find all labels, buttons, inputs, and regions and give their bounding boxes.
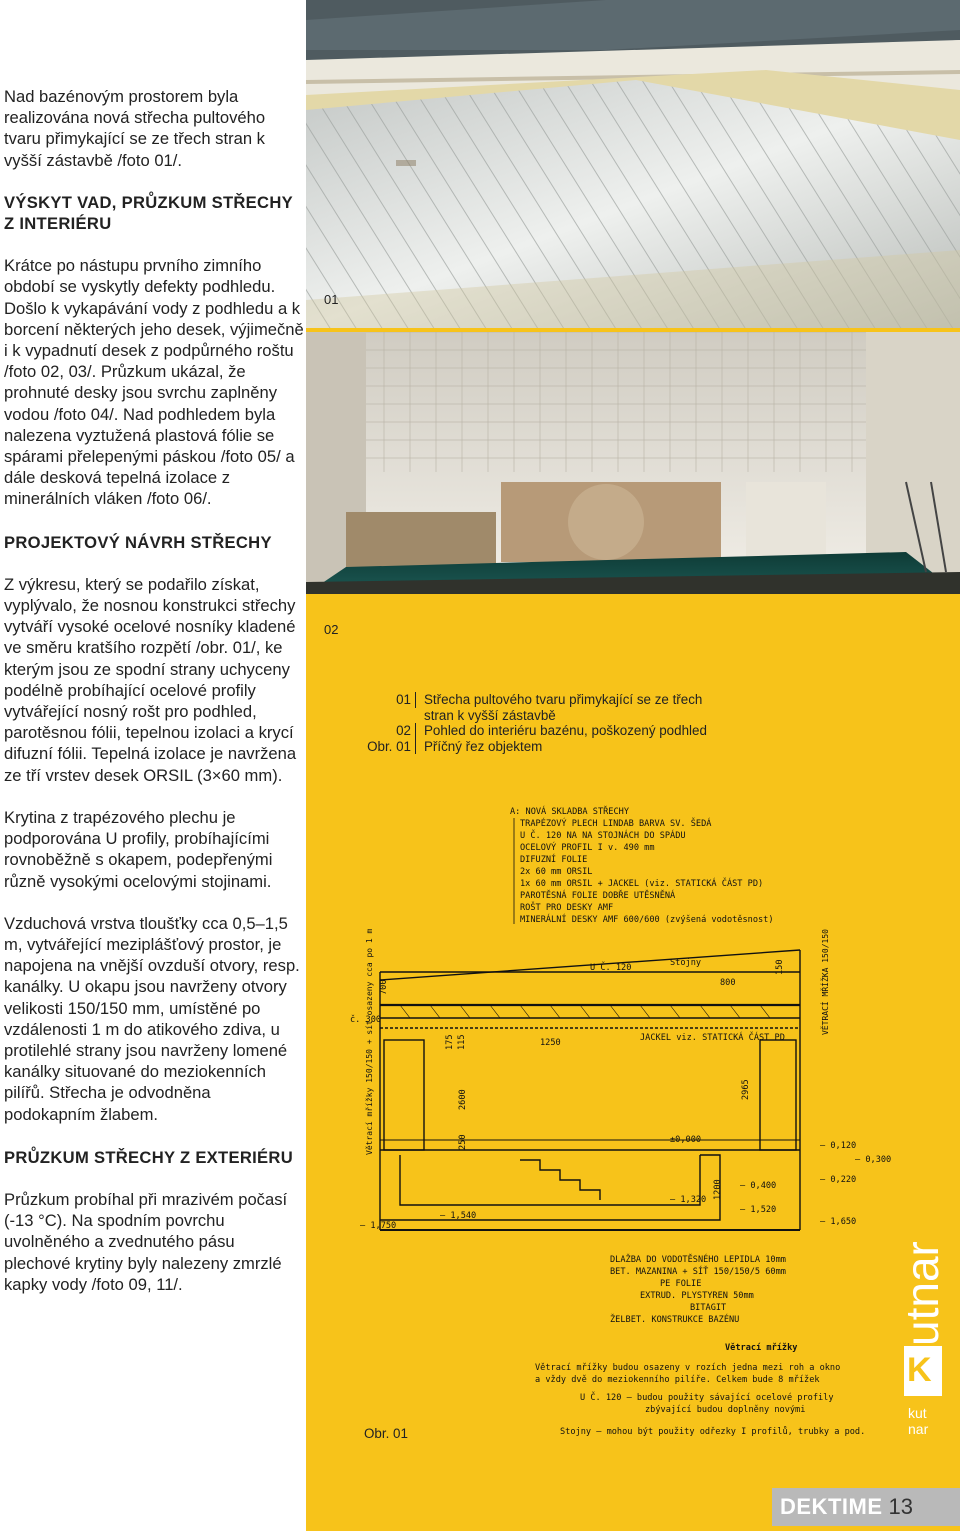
roof-hatch: [400, 1005, 770, 1018]
note-2: U Č. 120 – budou použity sávající ocelové profily: [580, 1393, 834, 1403]
note-0: Větrací mřížky budou osazeny v rozích jedna mezi roh a okno: [535, 1363, 841, 1373]
note-1: a vždy dvě do meziokenního pilíře. Celkem bude 8 mřížek: [535, 1375, 820, 1385]
photo-number-01: 01: [324, 292, 339, 307]
dimension-labels: [350, 928, 891, 1231]
layer-a-4: DIFUZNÍ FOLIE: [520, 855, 588, 865]
dim-stojny: Stojny: [670, 958, 702, 968]
roof-layer-list: [510, 805, 774, 925]
captions: [356, 692, 776, 754]
kutnar-logo: [898, 1196, 948, 1440]
dim-m0300: – 0,300: [855, 1155, 892, 1165]
section-interior-paragraph: Krátce po nástupu prvního zimního období se vyskytly defekty podhledu. Došlo k vykapávání vody z podhledu a k borcení některých jeho desek, výjimečně i k vypadnutí desek z podpůrného roštu /foto 02, 03/. Průzkum ukázal, že prohnuté desky jsou svrchu zaplněny vodou /foto 04/. Nad podhledem byla nalezena vyztužená plastová fólie se spárami přelepenými páskou /foto 05/ a dále desková tepelná izolace z minerálních vláken /foto 06/.: [4, 256, 304, 509]
dim-m0400: – 0,400: [740, 1181, 777, 1191]
caption-number: Obr. 01: [356, 739, 416, 755]
layer-a-3: OCELOVÝ PROFIL I v. 490 mm: [520, 843, 655, 853]
section-heading-exterior: PRŮZKUM STŘECHY Z EXTERIÉRU: [4, 1147, 293, 1167]
section-exterior-paragraph: Průzkum probíhal při mrazivém počasí (-13 °C). Na spodním povrchu uvolněného a zvednutého pásu plechové krytiny byly nalezeny zmrzlé kapky vody /foto 09, 11/.: [4, 1189, 288, 1294]
layer-a-9: MINERÁLNÍ DESKY AMF 600/600 (zvýšená vodotěsnost): [520, 915, 774, 925]
drawing-label: Obr. 01: [364, 1426, 408, 1441]
note-3: zbývající budou doplněny novými: [645, 1405, 806, 1415]
dim-2600: 2600: [458, 1089, 468, 1110]
svg-text:kut: kut: [908, 1405, 927, 1421]
caption-text: Příčný řez objektem: [424, 738, 543, 754]
caption-row: [356, 739, 776, 755]
vent-left-label: Větrací mřížky 150/150 + síť osazeny cca po 1 m: [365, 928, 374, 1155]
floor-layer-0: DLAŽBA DO VODOTĚSNÉHO LEPIDLA 10mm: [610, 1255, 786, 1265]
floor-layer-list: [610, 1253, 786, 1325]
note-title: Větrací mřížky: [725, 1343, 798, 1353]
floor-layer-3: EXTRUD. PLYSTYREN 50mm: [640, 1291, 754, 1301]
caption-row: [356, 692, 776, 708]
magazine-name: DEKTIME: [780, 1494, 883, 1519]
article-text: [4, 86, 304, 1295]
vent-notes: [535, 1342, 865, 1437]
dim-700: 700: [379, 979, 389, 995]
caption-row: [356, 723, 776, 739]
dim-2965: 2965: [741, 1079, 751, 1100]
section-design-paragraph-2: Krytina z trapézového plechu je podporována U profily, probíhajícími rovnoběžně s okapem, podepřenými různě vysokými ocelovými stojinami.: [4, 807, 273, 891]
layer-a-7: PAROTĚSNÁ FOLIE DOBŘE UTĚSNĚNÁ: [520, 891, 676, 901]
dim-m1650: – 1,650: [820, 1217, 857, 1227]
page-number: 13: [888, 1494, 913, 1519]
dim-m1320: – 1,320: [670, 1195, 707, 1205]
caption-row: [356, 708, 776, 724]
dim-zero: ±0,000: [670, 1135, 702, 1145]
section-heading-design: PROJEKTOVÝ NÁVRH STŘECHY: [4, 532, 272, 552]
photo-roof: [306, 0, 960, 328]
dim-115: 115: [457, 1034, 467, 1050]
dim-m1520: – 1,520: [740, 1205, 777, 1215]
svg-text:K: K: [907, 1351, 932, 1389]
floor-layer-1: BET. MAZANINA + SÍŤ 150/150/5 60mm: [610, 1267, 786, 1277]
building-outline: [380, 950, 800, 1230]
section-design-paragraph-3: Vzduchová vrstva tloušťky cca 0,5–1,5 m, vytvářející meziplášťový prostor, je napojena na vnější ovzduší otvory, resp. kanálky. U okapu jsou navrženy otvory velikosti 150/150 mm, umístěné po vzdálenosti 1 m do atikového zdiva, u protilehlé strany jsou navrženy lomené kanálky situované do meziokenních pilířů. Střecha je odvodněna podokapním žlabem.: [4, 913, 300, 1124]
page-footer: [772, 1488, 960, 1526]
layer-a-6: 1x 60 mm ORSIL + JACKEL (viz. STATICKÁ ČÁST PD): [520, 879, 764, 889]
floor-layer-4: BITAGIT: [690, 1303, 727, 1313]
layer-a-5: 2x 60 mm ORSIL: [520, 867, 593, 877]
dim-1250: 1250: [540, 1038, 561, 1048]
layer-a-1: TRAPÉZOVÝ PLECH LINDAB BARVA SV. ŠEDÁ: [520, 819, 712, 829]
dim-800: 800: [720, 978, 736, 988]
caption-number: [356, 708, 416, 724]
layer-a-0: A: NOVÁ SKLADBA STŘECHY: [510, 807, 629, 817]
caption-text: Střecha pultového tvaru přimykající se ze třech: [424, 692, 703, 707]
dim-250: 250: [458, 1134, 468, 1150]
floor-layer-5: ŽELBET. KONSTRUKCE BAZÉNU: [610, 1315, 740, 1325]
dim-m0120: – 0,120: [820, 1141, 857, 1151]
dim-175: 175: [445, 1034, 455, 1050]
section-heading-interior: VÝSKYT VAD, PRŮZKUM STŘECHY Z INTERIÉRU: [4, 192, 293, 234]
dim-m0220: – 0,220: [820, 1175, 857, 1185]
caption-text: Pohled do interiéru bazénu, poškozený podhled: [424, 723, 707, 738]
photo-number-02: 02: [324, 622, 339, 637]
layer-a-8: ROŠT PRO DESKY AMF: [520, 903, 614, 913]
section-design-paragraph-1: Z výkresu, který se podařilo získat, vyplývalo, že nosnou konstrukci střechy vytváří vysoké ocelové nosníky kladené ve směru kratšího rozpětí /obr. 01/, ke kterým jsou ze spodní strany uchyceny podélně probíhající ocelové profily vytvářející nosný rošt pro podhled, parotěsnou fólii, tepelnou izolaci a krycí difuzní fólii. Tepelná izolace je navržena ze tří vrstev desek ORSIL (3×60 mm).: [4, 574, 297, 785]
intro-paragraph: Nad bazénovým prostorem byla realizována nová střecha pultového tvaru přimykající se ze třech stran k vyšší zástavbě /foto 01/.: [4, 87, 266, 170]
dim-jackel: JACKEL viz. STATICKÁ ČÁST PD: [640, 1033, 785, 1043]
photo-pool-interior: [306, 332, 960, 594]
floor-layer-2: PE FOLIE: [660, 1279, 702, 1289]
dim-1200: 1200: [713, 1179, 723, 1200]
note-4: Stojny – mohou být použity odřezky I profilů, trubky a pod.: [560, 1427, 866, 1437]
svg-text:nar: nar: [908, 1421, 929, 1437]
cross-section-drawing: [340, 800, 900, 1440]
dim-150: 150: [775, 959, 785, 975]
layer-a-2: U Č. 120 NA NA STOJNÁCH DO SPÁDU: [520, 831, 686, 841]
dim-m1750: – 1,750: [360, 1221, 397, 1231]
caption-number: 02: [356, 723, 416, 739]
dim-u120: U Č. 120: [590, 963, 632, 973]
svg-text:utnar: utnar: [898, 1241, 948, 1346]
vent-right-label: VĚTRACÍ MŘÍŽKA 150/150: [821, 929, 830, 1035]
dim-c300: č. 300: [350, 1015, 382, 1025]
dim-m1540: – 1,540: [440, 1211, 477, 1221]
caption-number: 01: [356, 692, 416, 708]
caption-text: stran k vyšší zástavbě: [424, 707, 556, 723]
